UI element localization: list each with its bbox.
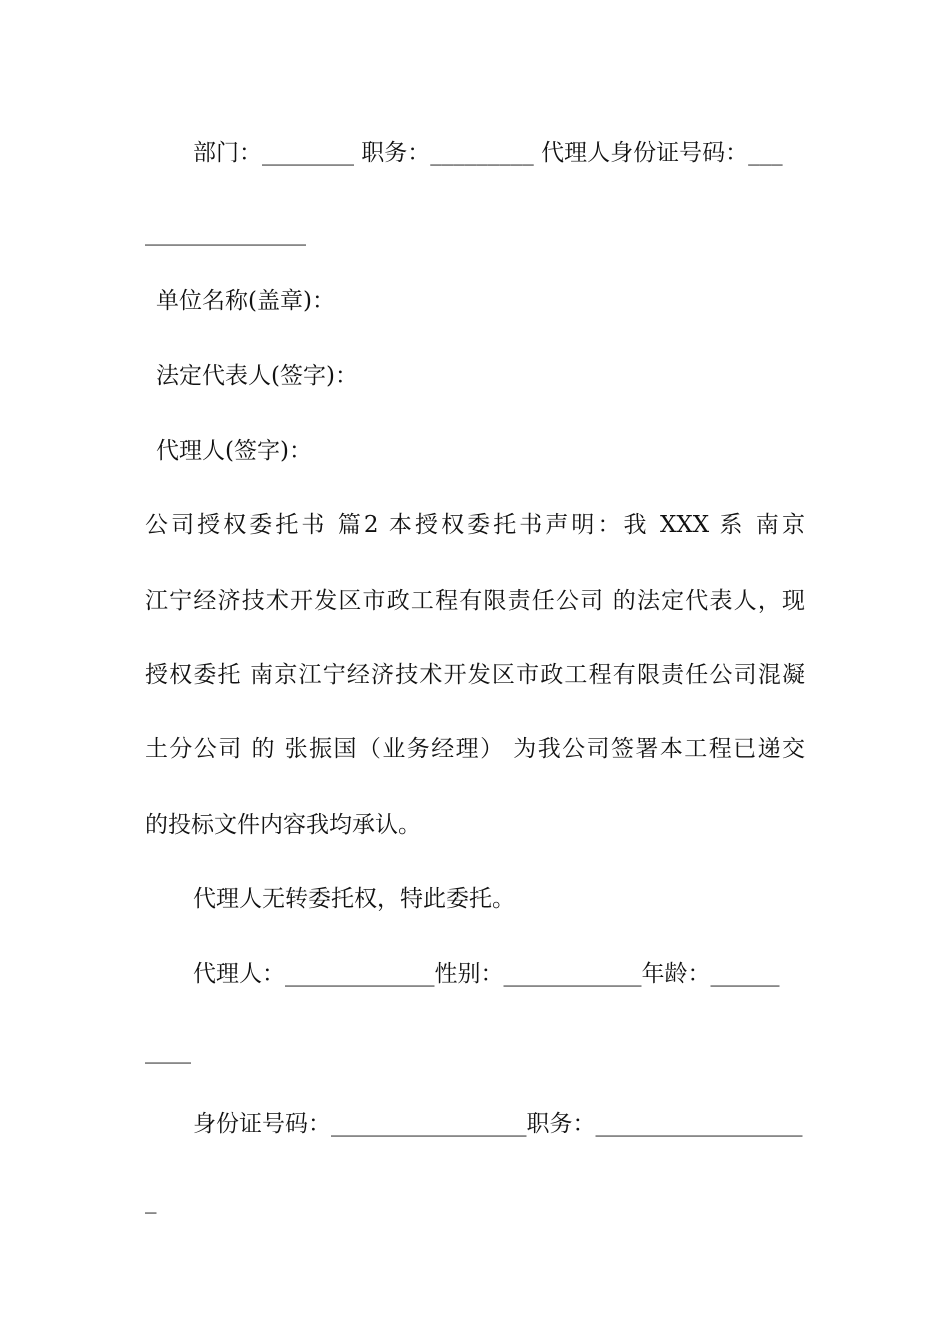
id-number-blank-continued: ______________ bbox=[145, 220, 306, 246]
authorization-statement-line-5: 的投标文件内容我均承认。 bbox=[145, 812, 421, 838]
agent-signature-label: 代理人(签字)： bbox=[156, 438, 312, 464]
authorization-statement-line-2: 江宁经济技术开发区市政工程有限责任公司 的法定代表人，现 bbox=[145, 588, 805, 614]
no-subdelegation-line: 代理人无转委托权，特此委托。 bbox=[193, 886, 515, 912]
agent-gender-age-line: 代理人：_____________性别：____________年龄：______ bbox=[193, 961, 780, 987]
authorization-statement-line-3: 授权委托 南京江宁经济技术开发区市政工程有限责任公司混凝 bbox=[145, 662, 805, 688]
department-position-id-line: 部门：________ 职务：_________ 代理人身份证号码：___ bbox=[193, 140, 783, 166]
legal-representative-signature-label: 法定代表人(签字)： bbox=[156, 363, 358, 389]
position-blank-continued: _ bbox=[145, 1188, 157, 1214]
authorization-statement-line-1: 公司授权委托书 篇2 本授权委托书声明：我 XXX 系 南京 bbox=[145, 512, 805, 538]
age-blank-continued: ____ bbox=[145, 1038, 191, 1064]
company-name-seal-label: 单位名称(盖章)： bbox=[156, 288, 335, 314]
authorization-statement-line-4: 土分公司 的 张振国（业务经理） 为我公司签署本工程已递交 bbox=[145, 736, 805, 762]
id-number-position-line: 身份证号码：_________________职务：__________________ bbox=[193, 1111, 803, 1137]
